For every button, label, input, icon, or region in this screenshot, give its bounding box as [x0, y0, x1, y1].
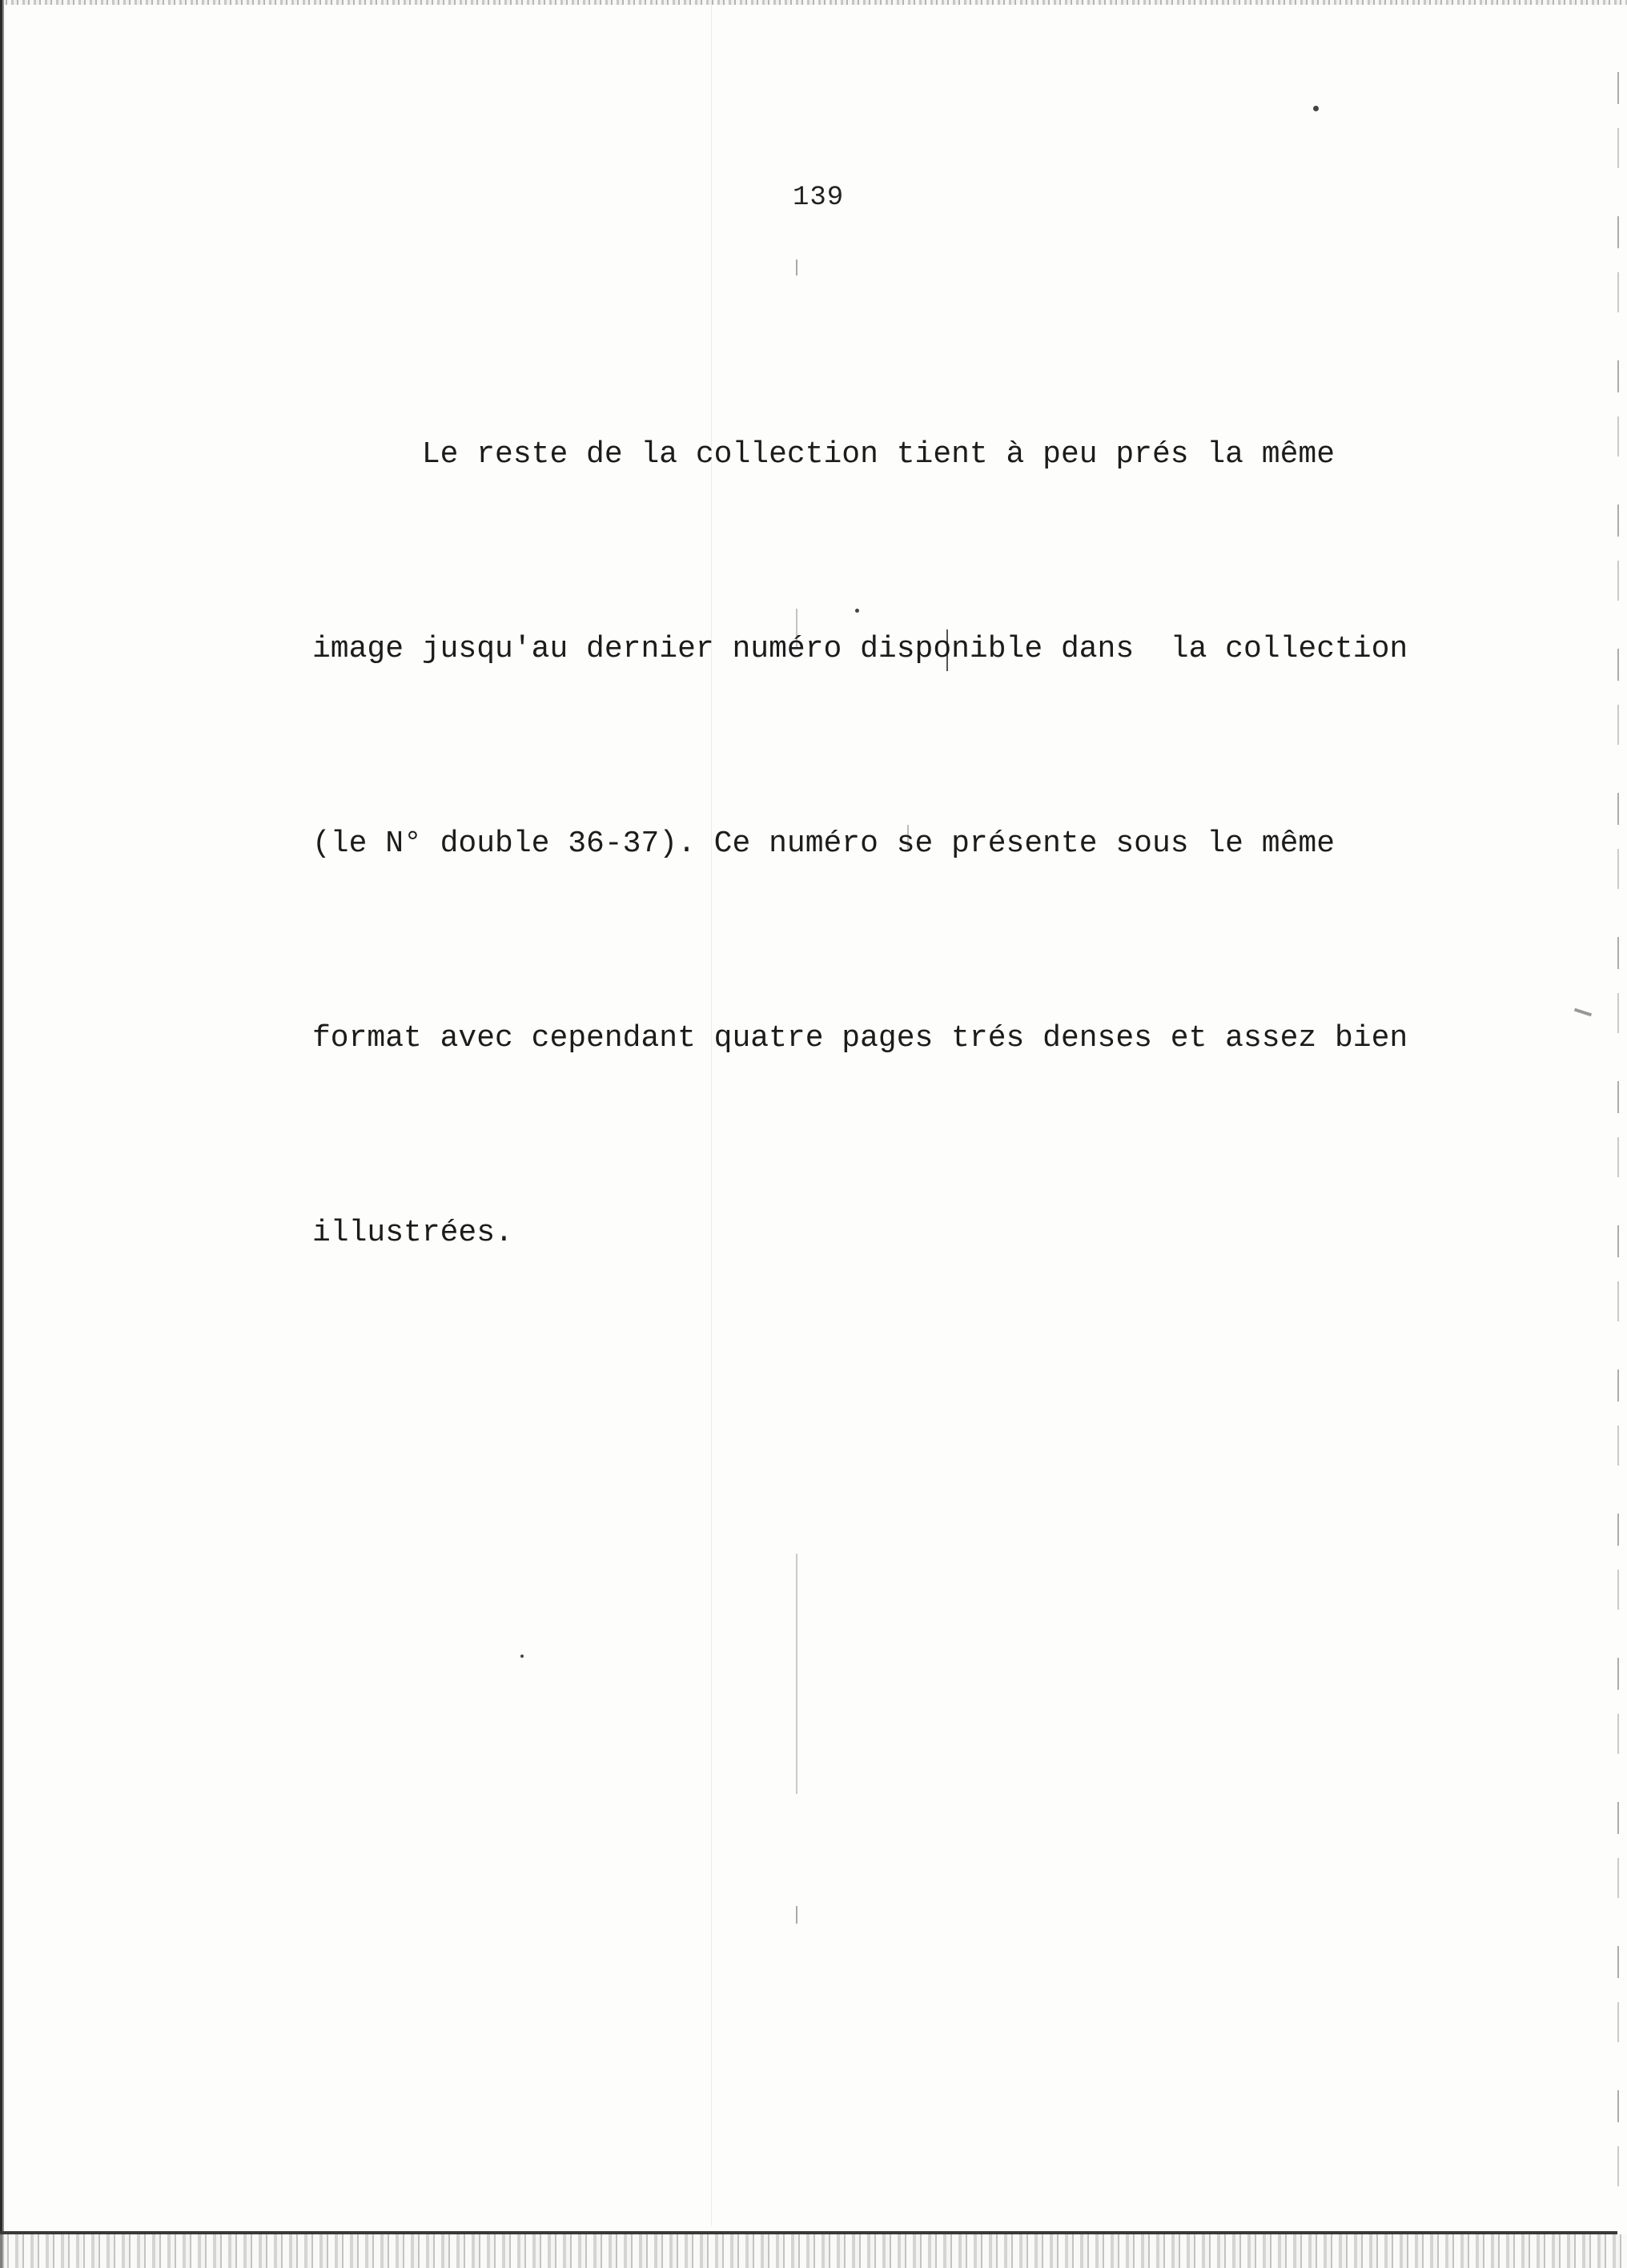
paragraph-line: (le N° double 36-37). Ce numéro se présente sous le même	[312, 826, 1336, 861]
scan-mark	[796, 1906, 797, 1924]
scan-mark	[796, 1554, 797, 1794]
paragraph-line: Le reste de la collection tient à peu prés la même	[312, 437, 1336, 472]
scan-speck	[1313, 106, 1319, 111]
scan-mark	[796, 259, 797, 275]
scan-left-edge	[0, 0, 6, 2268]
scan-mark	[1574, 1008, 1592, 1017]
paragraph-line: image jusqu'au dernier numéro disponible dans la collection	[312, 632, 1408, 666]
scan-right-edge	[1617, 72, 1619, 2234]
scan-top-edge	[0, 0, 1627, 5]
page-number: 139	[793, 183, 845, 213]
scan-speck	[520, 1655, 524, 1658]
scan-bottom-edge	[0, 2234, 1627, 2268]
paragraph-line: format avec cependant quatre pages trés denses et assez bien	[312, 1021, 1408, 1056]
paragraph-line: illustrées.	[312, 1216, 513, 1250]
body-paragraph	[312, 292, 1529, 1395]
